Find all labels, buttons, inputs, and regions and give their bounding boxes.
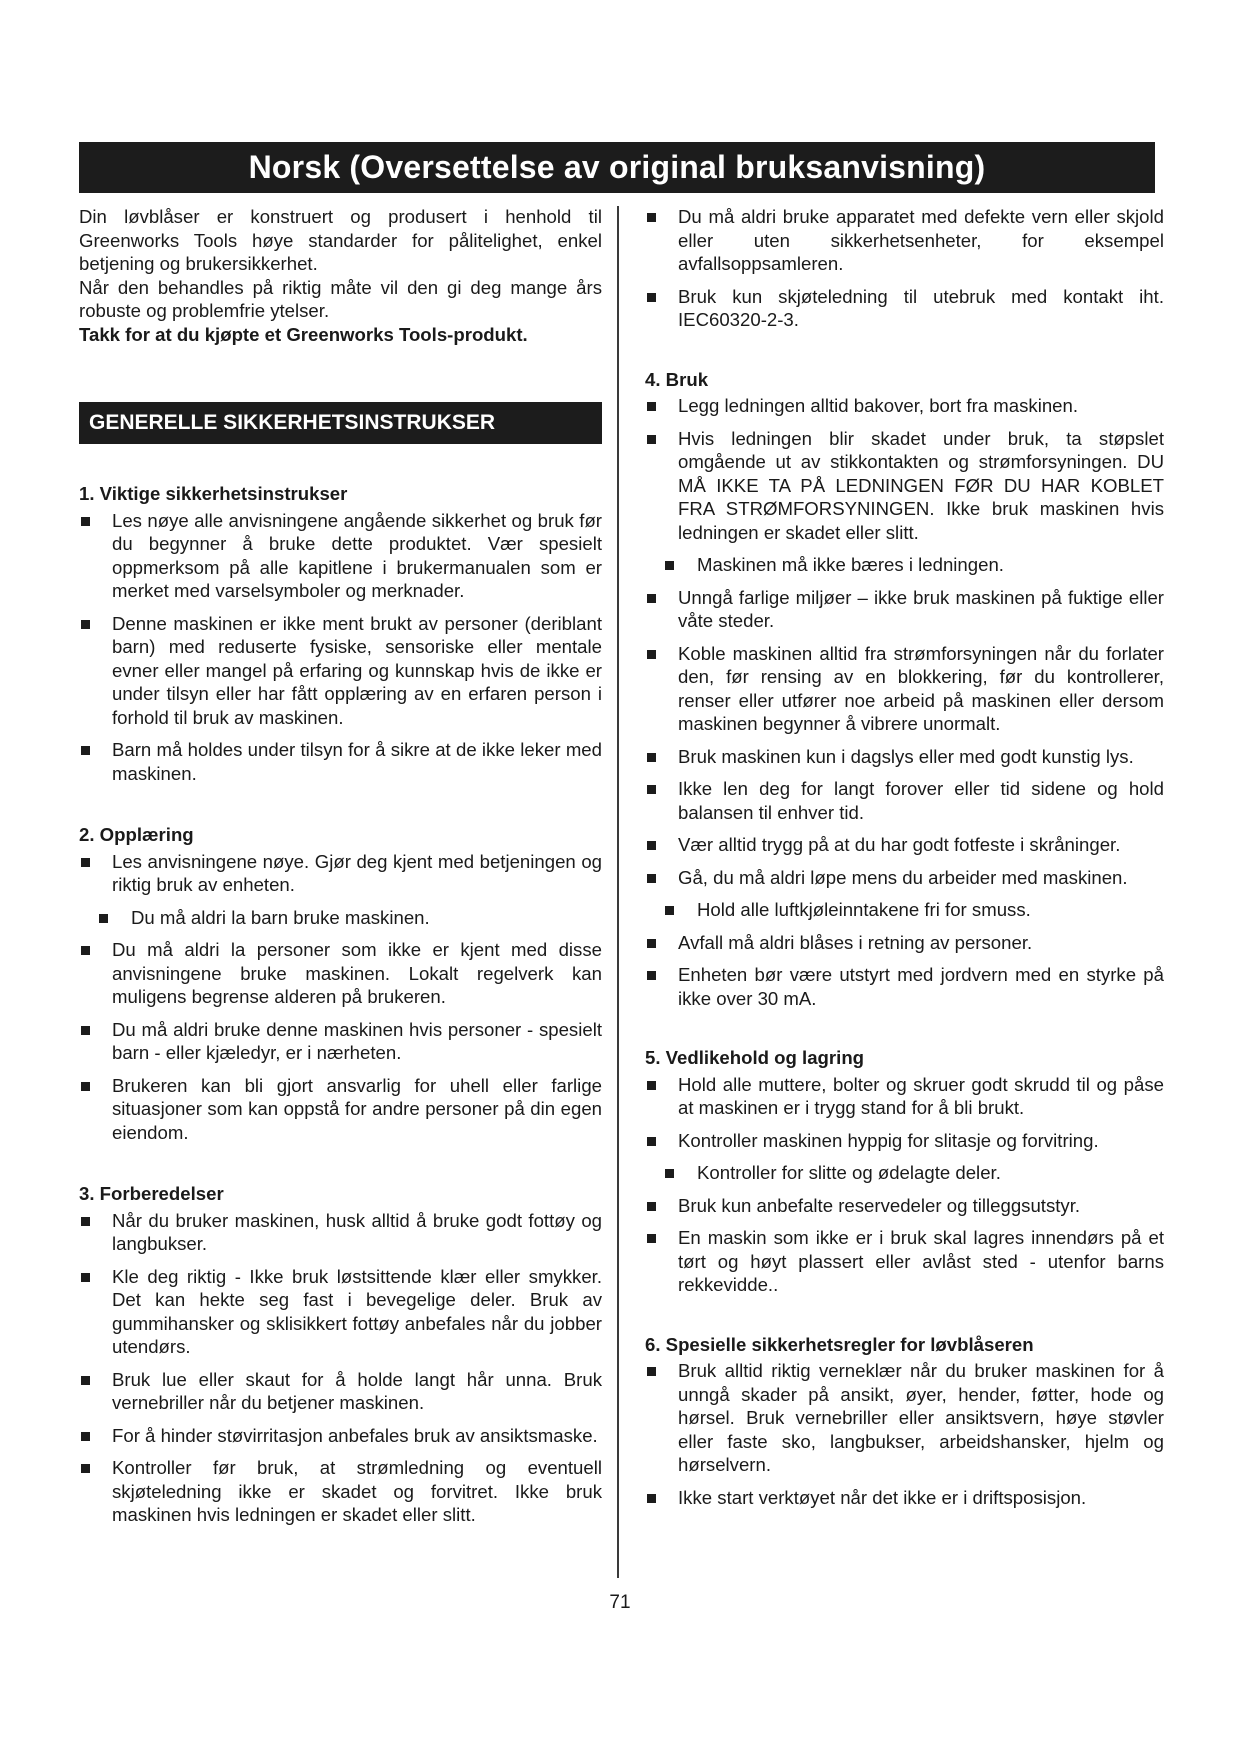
square-bullet-icon — [647, 1234, 656, 1243]
list-item: Du må aldri la personer som ikke er kjent med disse anvisningene bruke maskinen. Lokalt regelverk kan muligens begrense alderen på brukeren. — [79, 938, 602, 1009]
left-column — [79, 205, 602, 1536]
square-bullet-icon — [81, 1376, 90, 1385]
list-item: For å hinder støvirritasjon anbefales bruk av ansiktsmaske. — [79, 1424, 602, 1448]
section-3-title: 3. Forberedelser — [79, 1183, 224, 1204]
list-item: Bruk maskinen kun i dagslys eller med godt kunstig lys. — [645, 745, 1164, 769]
section-6-title: 6. Spesielle sikkerhetsregler for løvblåseren — [645, 1333, 1034, 1355]
section-2-title: 2. Opplæring — [79, 824, 194, 845]
square-bullet-icon — [647, 1367, 656, 1376]
square-bullet-icon — [647, 753, 656, 762]
section-4-title: 4. Bruk — [645, 368, 709, 390]
square-bullet-icon — [647, 939, 656, 948]
square-bullet-icon — [647, 1494, 656, 1503]
intro-paragraph-2: Når den behandles på riktig måte vil den gi deg mange års robuste og problemfrie ytelser. — [79, 276, 602, 321]
square-bullet-icon — [647, 785, 656, 794]
column-divider — [617, 206, 619, 1578]
section-4-list — [645, 394, 1164, 1010]
list-item: Kontroller før bruk, at strømledning og eventuell skjøteledning ikke er skadet og forvitret. Ikke bruk maskinen hvis ledningen er skadet eller slitt. — [79, 1456, 602, 1527]
square-bullet-icon — [99, 914, 108, 923]
square-bullet-icon — [647, 971, 656, 980]
list-item: Vær alltid trygg på at du har godt fotfeste i skråninger. — [645, 833, 1164, 857]
square-bullet-icon — [81, 620, 90, 629]
list-item: Bruk kun anbefalte reservedeler og tilleggsutstyr. — [645, 1194, 1164, 1218]
page-number: 71 — [609, 1592, 631, 1613]
section-2-list — [79, 850, 602, 1145]
square-bullet-icon — [81, 946, 90, 955]
list-item: Barn må holdes under tilsyn for å sikre at de ikke leker med maskinen. — [79, 738, 602, 785]
list-item: Kontroller maskinen hyppig for slitasje og forvitring. — [645, 1129, 1164, 1153]
square-bullet-icon — [647, 841, 656, 850]
section-5-list — [645, 1073, 1164, 1297]
section-6-list — [645, 1359, 1164, 1509]
list-item: Les anvisningene nøye. Gjør deg kjent med betjeningen og riktig bruk av enheten. — [79, 850, 602, 897]
list-item: Unngå farlige miljøer – ikke bruk maskinen på fuktige eller våte steder. — [645, 586, 1164, 633]
list-item: Du må aldri la barn bruke maskinen. — [79, 906, 602, 930]
list-item: Hold alle luftkjøleinntakene fri for smuss. — [645, 898, 1164, 922]
square-bullet-icon — [647, 293, 656, 302]
list-item: Enheten bør være utstyrt med jordvern med en styrke på ikke over 30 mA. — [645, 963, 1164, 1010]
list-item: Hvis ledningen blir skadet under bruk, ta støpslet omgående ut av stikkontakten og strømforsyningen. DU MÅ IKKE TA PÅ LEDNINGEN FØR DU HAR KOBLET FRA STRØMFORSYNINGEN. Ikke bruk maskinen hvis ledningen er skadet eller slitt. — [645, 427, 1164, 545]
section-3-list — [79, 1209, 602, 1527]
square-bullet-icon — [81, 858, 90, 867]
square-bullet-icon — [665, 1169, 674, 1178]
square-bullet-icon — [81, 1026, 90, 1035]
list-item: Avfall må aldri blåses i retning av personer. — [645, 931, 1164, 955]
list-item: Brukeren kan bli gjort ansvarlig for uhell eller farlige situasjoner som kan oppstå for andre personer på din egen eiendom. — [79, 1074, 602, 1145]
list-item: Bruk lue eller skaut for å holde langt hår unna. Bruk vernebriller når du betjener maskinen. — [79, 1368, 602, 1415]
section-1-title: 1. Viktige sikkerhetsinstrukser — [79, 483, 348, 504]
list-item: Du må aldri bruke apparatet med defekte vern eller skjold eller uten sikkerhetsenheter, for eksempel avfallsoppsamleren. — [645, 205, 1164, 276]
list-item: Denne maskinen er ikke ment brukt av personer (deriblant barn) med reduserte fysiske, sensoriske eller mentale evner eller mangel på erfaring og kunnskap hvis de ikke er under tilsyn eller har fått opplæring av en erfaren person i forhold til bruk av maskinen. — [79, 612, 602, 730]
square-bullet-icon — [665, 906, 674, 915]
right-column — [645, 205, 1164, 1518]
list-item: Når du bruker maskinen, husk alltid å bruke godt fottøy og langbukser. — [79, 1209, 602, 1256]
list-item: Bruk kun skjøteledning til utebruk med kontakt iht. IEC60320-2-3. — [645, 285, 1164, 332]
square-bullet-icon — [81, 1432, 90, 1441]
list-item: Kontroller for slitte og ødelagte deler. — [645, 1161, 1164, 1185]
list-item: Du må aldri bruke denne maskinen hvis personer - spesielt barn - eller kjæledyr, er i nærheten. — [79, 1018, 602, 1065]
square-bullet-icon — [647, 874, 656, 883]
list-item: Maskinen må ikke bæres i ledningen. — [645, 553, 1164, 577]
list-item: En maskin som ikke er i bruk skal lagres innendørs på et tørt og høyt plassert eller avlåst sted - utenfor barns rekkevidde.. — [645, 1226, 1164, 1297]
list-item: Gå, du må aldri løpe mens du arbeider med maskinen. — [645, 866, 1164, 890]
square-bullet-icon — [647, 594, 656, 603]
list-item: Hold alle muttere, bolter og skruer godt skrudd til og påse at maskinen er i trygg stand for å bli brukt. — [645, 1073, 1164, 1120]
list-item: Legg ledningen alltid bakover, bort fra maskinen. — [645, 394, 1164, 418]
square-bullet-icon — [647, 435, 656, 444]
section-3-continued-list — [645, 205, 1164, 332]
section-1-list — [79, 509, 602, 786]
square-bullet-icon — [647, 1202, 656, 1211]
square-bullet-icon — [665, 561, 674, 570]
general-safety-heading: GENERELLE SIKKERHETSINSTRUKSER — [79, 402, 602, 444]
list-item: Kle deg riktig - Ikke bruk løstsittende klær eller smykker. Det kan hekte seg fast i bevegelige deler. Bruk av gummihansker og sklisikkert fottøy anbefales når du jobber utendørs. — [79, 1265, 602, 1359]
square-bullet-icon — [81, 1217, 90, 1226]
square-bullet-icon — [81, 746, 90, 755]
list-item: Koble maskinen alltid fra strømforsyningen når du forlater den, før rensing av en blokkering, før du kontrollerer, renser eller utfører noe arbeid på maskinen eller dersom maskinen begynner å vibrere unormalt. — [645, 642, 1164, 736]
square-bullet-icon — [647, 650, 656, 659]
square-bullet-icon — [647, 213, 656, 222]
square-bullet-icon — [81, 1273, 90, 1282]
square-bullet-icon — [81, 1464, 90, 1473]
intro-paragraph-1: Din løvblåser er konstruert og produsert i henhold til Greenworks Tools høye standarder for pålitelighet, enkel betjening og brukersikkerhet. — [79, 206, 602, 274]
list-item: Les nøye alle anvisningene angående sikkerhet og bruk før du begynner å bruke dette produktet. Vær spesielt oppmerksom på alle kapitlene i brukermanualen som er merket med varselsymboler og merknader. — [79, 509, 602, 603]
square-bullet-icon — [647, 1137, 656, 1146]
square-bullet-icon — [647, 1081, 656, 1090]
section-5-title: 5. Vedlikehold og lagring — [645, 1047, 865, 1068]
square-bullet-icon — [81, 1082, 90, 1091]
list-item: Ikke len deg for langt forover eller tid sidene og hold balansen til enhver tid. — [645, 777, 1164, 824]
intro-thanks: Takk for at du kjøpte et Greenworks Tools-produkt. — [79, 323, 528, 345]
list-item: Bruk alltid riktig verneklær når du bruker maskinen for å unngå skader på ansikt, øyer, hender, føtter, hode og hørsel. Bruk vernebriller eller ansiktsvern, høye støvler eller faste sko, langbukser, arbeidshansker, hjelm og hørselvern. — [645, 1359, 1164, 1477]
page-title: Norsk (Oversettelse av original bruksanvisning) — [79, 142, 1155, 193]
square-bullet-icon — [647, 402, 656, 411]
list-item: Ikke start verktøyet når det ikke er i driftsposisjon. — [645, 1486, 1164, 1510]
square-bullet-icon — [81, 517, 90, 526]
